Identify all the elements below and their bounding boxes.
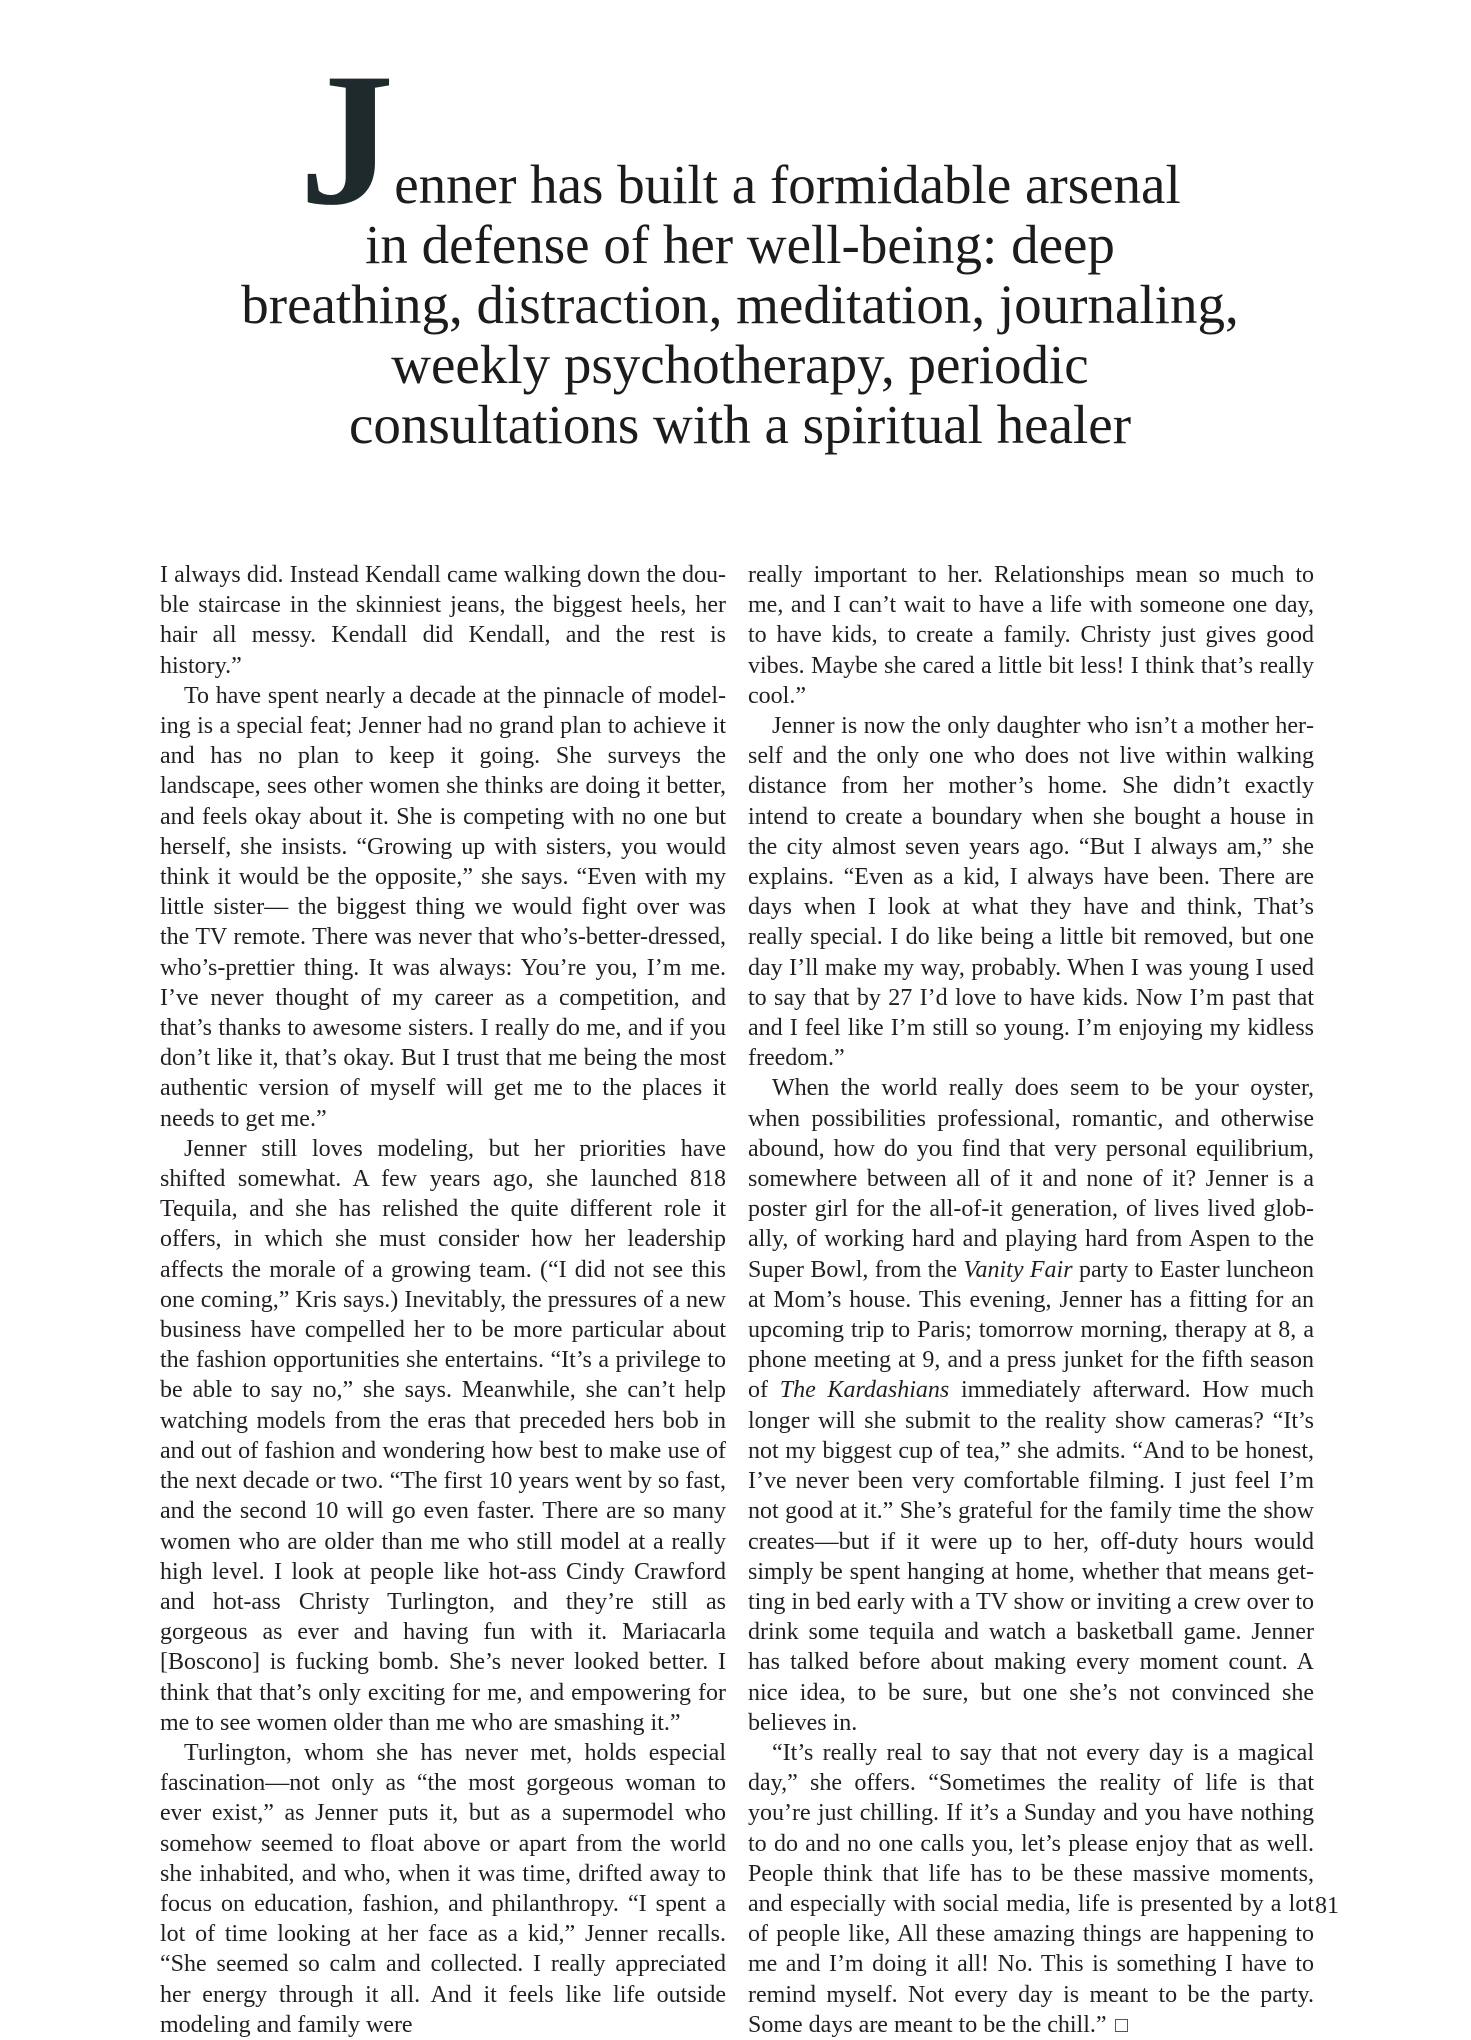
- drop-cap: J: [299, 35, 395, 245]
- pull-quote-line-5: consultations with a spiritual healer: [348, 394, 1132, 455]
- pull-quote-line-2: in defense of her well-being: deep: [365, 214, 1115, 275]
- paragraph-text: “It’s really real to say that not every day is a magical day,” she offers. “Sometimes the reality of life is that you’re just chilling. If it’s a Sunday and you have nothing to do and no one calls you, let’s please enjoy that as well. People think that life has to be these massive moments, and especially with social media, life is presented by a lot of people like, All these amazing things are happening to me and I’m doing it all! No. This is something I have to remind myself. Not every day is meant to be the party. Some days are meant to be the chill.”: [748, 1739, 1314, 2038]
- paragraph-text: party to Easter luncheon at Mom’s house. This evening, Jenner has a fitting for an upcoming trip to Paris; tomorrow morning, therapy at 8, a phone meeting at 9, and a press junket for the fifth season of: [748, 1256, 1315, 1404]
- paragraph: [748, 1738, 1314, 2040]
- paragraph: To have spent nearly a decade at the pinnacle of modeling is a special feat; Jenner had no grand plan to achieve it and has no plan to keep it going. She surveys the landscape, sees other women she thinks are doing it better, and feels okay about it. She is competing with no one but herself, she insists. “Growing up with sisters, you would think it would be the opposite,” she says. “Even with my little sister— the biggest thing we would fight over was the TV remote. There was never that who’s-better-dressed, who’s-prettier thing. It was always: You’re you, I’m me. I’ve never thought of my career as a competition, and that’s thanks to awesome sisters. I really do me, and if you don’t like it, that’s okay. But I trust that me being the most authentic version of myself will get me to the places it needs to get me.”: [160, 682, 726, 1132]
- paragraph: Jenner still loves modeling, but her priorities have shifted somewhat. A few years ago, she launched 818 Tequila, and she has relished the quite different role it offers, in which she must consider how her leadership affects the morale of a growing team. (“I did not see this one coming,” Kris says.) Inevitably, the pressures of a new business have compelled her to be more particular about the fashion opportunities she entertains. “It’s a privilege to be able to say no,” she says. Meanwhile, she can’t help watching models from the eras that preceded hers bob in and out of fashion and wondering how best to make use of the next decade or two. “The first 10 years went by so fast, and the second 10 will go even faster. There are so many women who are older than me who still model at a really high level. I look at people like hot-ass Cindy Crawford and hot-ass Christy Turlington, and they’re still as gorgeous as ever and having fun with it. Mariacarla [Boscono] is fucking bomb. She’s never looked better. I think that that’s only exciting for me, and empowering for me to see women older than me who are smashing it.”: [160, 1135, 726, 1736]
- show-title: The Kardashians: [779, 1377, 950, 1404]
- left-column: [160, 560, 726, 2040]
- paragraph: really important to her. Relationships mean so much to me, and I can’t wait to have a life with someone one day, to have kids, to create a family. Christy just gives good vibes. Maybe she cared a little bit less! I think that’s really cool.”: [748, 562, 1314, 709]
- pull-quote: [180, 35, 1300, 455]
- paragraph: Turlington, whom she has never met, holds especial fascination—not only as “the most gorgeous woman to ever exist,” as Jenner puts it, but as a supermodel who somehow seemed to float above or apart from the world she inhabited, and who, when it was time, drifted away to focus on education, fashion, and philanthropy. “I spent a lot of time looking at her face as a kid,” Jenner recalls. “She seemed so calm and collected. I really appreciated her energy through it all. And it feels like life outside modeling and family were: [160, 1739, 726, 2038]
- paragraph: I always did. Instead Kendall came walking down the double staircase in the skinniest jeans, the biggest heels, her hair all messy. Kendall did Kendall, and the rest is history.”: [160, 562, 726, 679]
- paragraph: [748, 1073, 1314, 1737]
- right-column: [748, 560, 1314, 2040]
- pull-quote-line-4: weekly psychotherapy, periodic: [391, 334, 1089, 395]
- paragraph-text: immediately afterward. How much longer will she submit to the reality show cameras? “It’s not my biggest cup of tea,” she admits. “And to be honest, I’ve never been very comfortable filming. I just feel I’m not good at it.” She’s grateful for the family time the show creates—but if it were up to her, off-duty hours would simply be spent hanging at home, whether that means getting in bed early with a TV show or inviting a crew over to drink some tequila and watch a basketball game. Jenner has talked before about making every moment count. A nice idea, to be sure, but one she’s not convinced she believes in.: [748, 1377, 1314, 1736]
- paragraph: Jenner is now the only daughter who isn’t a mother herself and the only one who does not live within walking distance from her mother’s home. She didn’t exactly intend to create a boundary when she bought a house in the city almost seven years ago. “But I always am,” she explains. “Even as a kid, I always have been. There are days when I look at what they have and think, That’s really special. I do like being a little bit removed, but one day I’ll make my way, probably. When I was young I used to say that by 27 I’d love to have kids. Now I’m past that and I feel like I’m still so young. I’m enjoying my kidless freedom.”: [748, 713, 1314, 1072]
- page-number: 81: [1315, 1893, 1339, 1919]
- paragraph-text: When the world really does seem to be your oyster, when possibilities professional, romantic, and otherwise abound, how do you find that very personal equilibrium, somewhere between all of it and none of it? Jenner is a poster girl for the all-of-it generation, of lives lived globally, of working hard and playing hard from Aspen to the Super Bowl, from the: [748, 1075, 1314, 1283]
- end-mark-icon: [1115, 2019, 1128, 2032]
- pull-quote-line-3: breathing, distraction, meditation, journaling,: [241, 274, 1239, 335]
- magazine-title: Vanity Fair: [963, 1256, 1073, 1283]
- pull-quote-text: enner has built a formidable arsenal: [394, 154, 1181, 215]
